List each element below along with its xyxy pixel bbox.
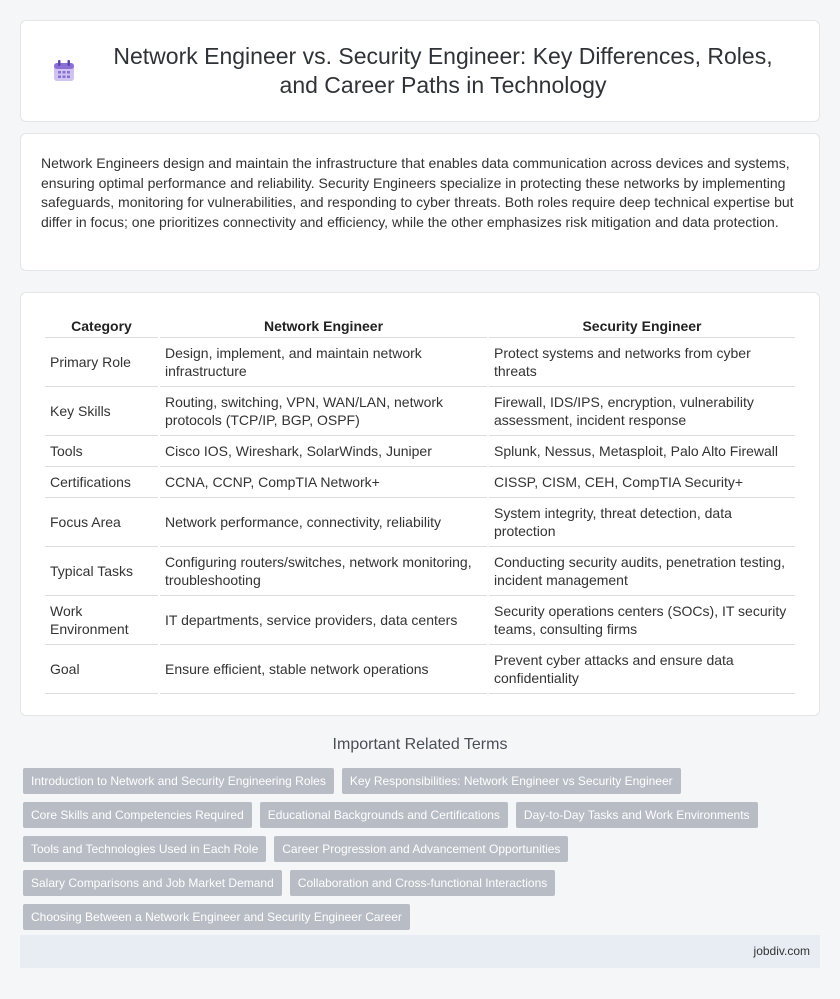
header-security-engineer: Security Engineer xyxy=(489,313,795,338)
related-term-tag[interactable]: Choosing Between a Network Engineer and Security Engineer Career xyxy=(23,904,410,930)
table-row xyxy=(45,338,795,387)
row-category: Tools xyxy=(45,436,158,467)
row-category: Goal xyxy=(45,645,158,694)
row-security: Firewall, IDS/IPS, encryption, vulnerability assessment, incident response xyxy=(489,387,795,436)
table-row xyxy=(45,547,795,596)
related-terms-title: Important Related Terms xyxy=(332,736,508,753)
row-category: Work Environment xyxy=(45,596,158,645)
row-security: Security operations centers (SOCs), IT security teams, consulting firms xyxy=(489,596,795,645)
table-row xyxy=(45,498,795,547)
row-security: Splunk, Nessus, Metasploit, Palo Alto Firewall xyxy=(489,436,795,467)
intro-paragraph: Network Engineers design and maintain the infrastructure that enables data communication across devices and systems, ensuring optimal performance and reliability. Security Engineers specialize in protecting these networks by implementing safeguards, monitoring for vulnerabilities, and responding to cyber threats. Both roles require deep technical expertise but differ in focus; one prioritizes connectivity and efficiency, while the other emphasizes risk mitigation and data protection. xyxy=(41,155,794,230)
related-terms-list xyxy=(23,768,813,938)
comparison-table xyxy=(43,313,797,694)
table-header-row xyxy=(45,313,795,338)
table-row xyxy=(45,436,795,467)
row-network: Design, implement, and maintain network infrastructure xyxy=(160,338,487,387)
row-network: Ensure efficient, stable network operations xyxy=(160,645,487,694)
page-title: Network Engineer vs. Security Engineer: Key Differences, Roles, and Career Paths in Technology xyxy=(113,43,773,98)
row-network: IT departments, service providers, data centers xyxy=(160,596,487,645)
row-security: Protect systems and networks from cyber threats xyxy=(489,338,795,387)
row-security: Conducting security audits, penetration testing, incident management xyxy=(489,547,795,596)
row-network: Configuring routers/switches, network monitoring, troubleshooting xyxy=(160,547,487,596)
row-network: Network performance, connectivity, reliability xyxy=(160,498,487,547)
table-row xyxy=(45,596,795,645)
row-network: Routing, switching, VPN, WAN/LAN, network protocols (TCP/IP, BGP, OSPF) xyxy=(160,387,487,436)
row-category: Primary Role xyxy=(45,338,158,387)
related-term-tag[interactable]: Salary Comparisons and Job Market Demand xyxy=(23,870,282,896)
comparison-card xyxy=(20,292,820,716)
row-category: Typical Tasks xyxy=(45,547,158,596)
row-category: Certifications xyxy=(45,467,158,498)
header-card xyxy=(20,20,820,122)
calendar-icon xyxy=(51,58,77,84)
intro-card xyxy=(20,133,820,271)
related-term-tag[interactable]: Day-to-Day Tasks and Work Environments xyxy=(516,802,758,828)
related-term-tag[interactable]: Educational Backgrounds and Certifications xyxy=(260,802,508,828)
table-row xyxy=(45,467,795,498)
related-term-tag[interactable]: Introduction to Network and Security Engineering Roles xyxy=(23,768,334,794)
table-row xyxy=(45,387,795,436)
footer-site-link[interactable]: jobdiv.com xyxy=(753,944,810,958)
related-term-tag[interactable]: Key Responsibilities: Network Engineer vs Security Engineer xyxy=(342,768,681,794)
related-term-tag[interactable]: Career Progression and Advancement Opportunities xyxy=(274,836,568,862)
row-network: CCNA, CCNP, CompTIA Network+ xyxy=(160,467,487,498)
header-network-engineer: Network Engineer xyxy=(160,313,487,338)
row-security: Prevent cyber attacks and ensure data confidentiality xyxy=(489,645,795,694)
related-term-tag[interactable]: Core Skills and Competencies Required xyxy=(23,802,252,828)
row-category: Focus Area xyxy=(45,498,158,547)
header-category: Category xyxy=(45,313,158,338)
related-term-tag[interactable]: Tools and Technologies Used in Each Role xyxy=(23,836,266,862)
related-term-tag[interactable]: Collaboration and Cross-functional Interactions xyxy=(290,870,555,896)
footer xyxy=(20,935,820,968)
table-row xyxy=(45,645,795,694)
row-security: System integrity, threat detection, data protection xyxy=(489,498,795,547)
row-security: CISSP, CISM, CEH, CompTIA Security+ xyxy=(489,467,795,498)
row-category: Key Skills xyxy=(45,387,158,436)
row-network: Cisco IOS, Wireshark, SolarWinds, Juniper xyxy=(160,436,487,467)
